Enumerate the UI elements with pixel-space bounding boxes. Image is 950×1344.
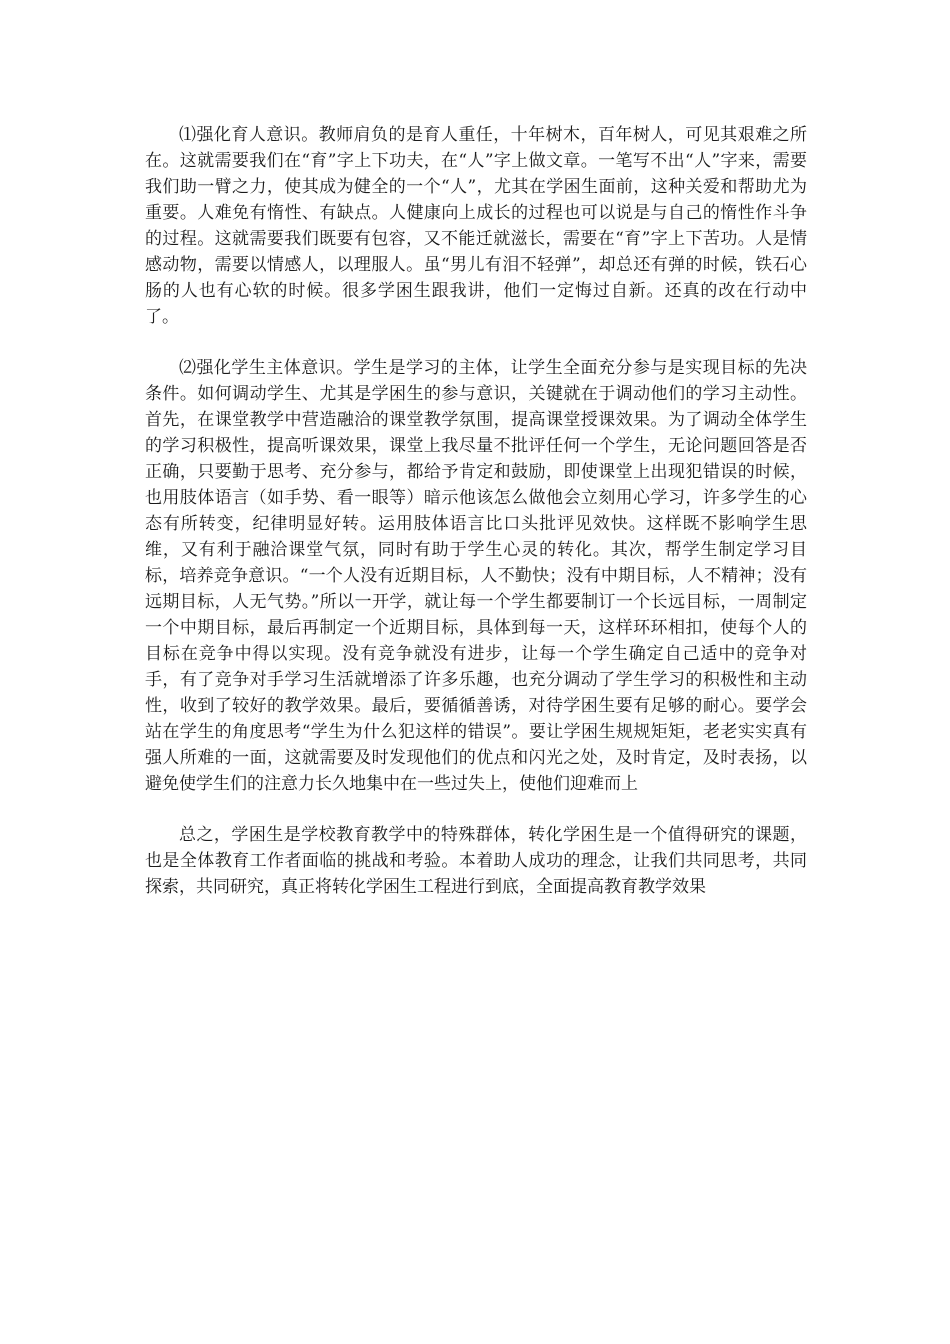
document-body	[145, 122, 807, 925]
paragraph-student-subject: ⑵强化学生主体意识。学生是学习的主体，让学生全面充分参与是实现目标的先决条件。如何调动学生、尤其是学困生的参与意识，关键就在于调动他们的学习主动性。首先，在课堂教学中营造融洽的课堂教学氛围，提高课堂授课效果。为了调动全体学生的学习积极性，提高听课效果，课堂上我尽量不批评任何一个学生，无论问题回答是否正确，只要勤于思考、充分参与，都给予肯定和鼓励，即使课堂上出现犯错误的时候，也用肢体语言（如手势、看一眼等）暗示他该怎么做他会立刻用心学习，许多学生的心态有所转变，纪律明显好转。运用肢体语言比口头批评见效快。这样既不影响学生思维，又有利于融洽课堂气氛，同时有助于学生心灵的转化。其次，帮学生制定学习目标，培养竞争意识。“一个人没有近期目标，人不勤快；没有中期目标，人不精神；没有远期目标，人无气势。”所以一开学，就让每一个学生都要制订一个长远目标，一周制定一个中期目标，最后再制定一个近期目标，具体到每一天，这样环环相扣，使每个人的目标在竞争中得以实现。没有竞争就没有进步，让每一个学生确定自己适中的竞争对手，有了竞争对手学习生活就增添了许多乐趣，也充分调动了学生学习的积极性和主动性，收到了较好的教学效果。最后，要循循善诱，对待学困生要有足够的耐心。要学会站在学生的角度思考“学生为什么犯这样的错误”。要让学困生规规矩矩，老老实实真有强人所难的一面，这就需要及时发现他们的优点和闪光之处，及时肯定，及时表扬，以避免使学生们的注意力长久地集中在一些过失上，使他们迎难而上	[145, 358, 807, 794]
paragraph-educating-people: ⑴强化育人意识。教师肩负的是育人重任，十年树木，百年树人，可见其艰难之所在。这就需要我们在“育”字上下功夫，在“人”字上做文章。一笔写不出“人”字来，需要我们助一臂之力，使其成为健全的一个“人”，尤其在学困生面前，这种关爱和帮助尤为重要。人难免有惰性、有缺点。人健康向上成长的过程也可以说是与自己的惰性作斗争的过程。这就需要我们既要有包容，又不能迁就滋长，需要在“育”字上下苦功。人是情感动物，需要以情感人，以理服人。虽“男儿有泪不轻弹”，却总还有弹的时候，铁石心肠的人也有心软的时候。很多学困生跟我讲，他们一定悔过自新。还真的改在行动中了。	[145, 125, 807, 327]
paragraph-conclusion: 总之，学困生是学校教育教学中的特殊群体，转化学困生是一个值得研究的课题，也是全体教育工作者面临的挑战和考验。本着助人成功的理念，让我们共同思考，共同探索，共同研究，真正将转化学困生工程进行到底，全面提高教育教学效果	[145, 825, 807, 897]
